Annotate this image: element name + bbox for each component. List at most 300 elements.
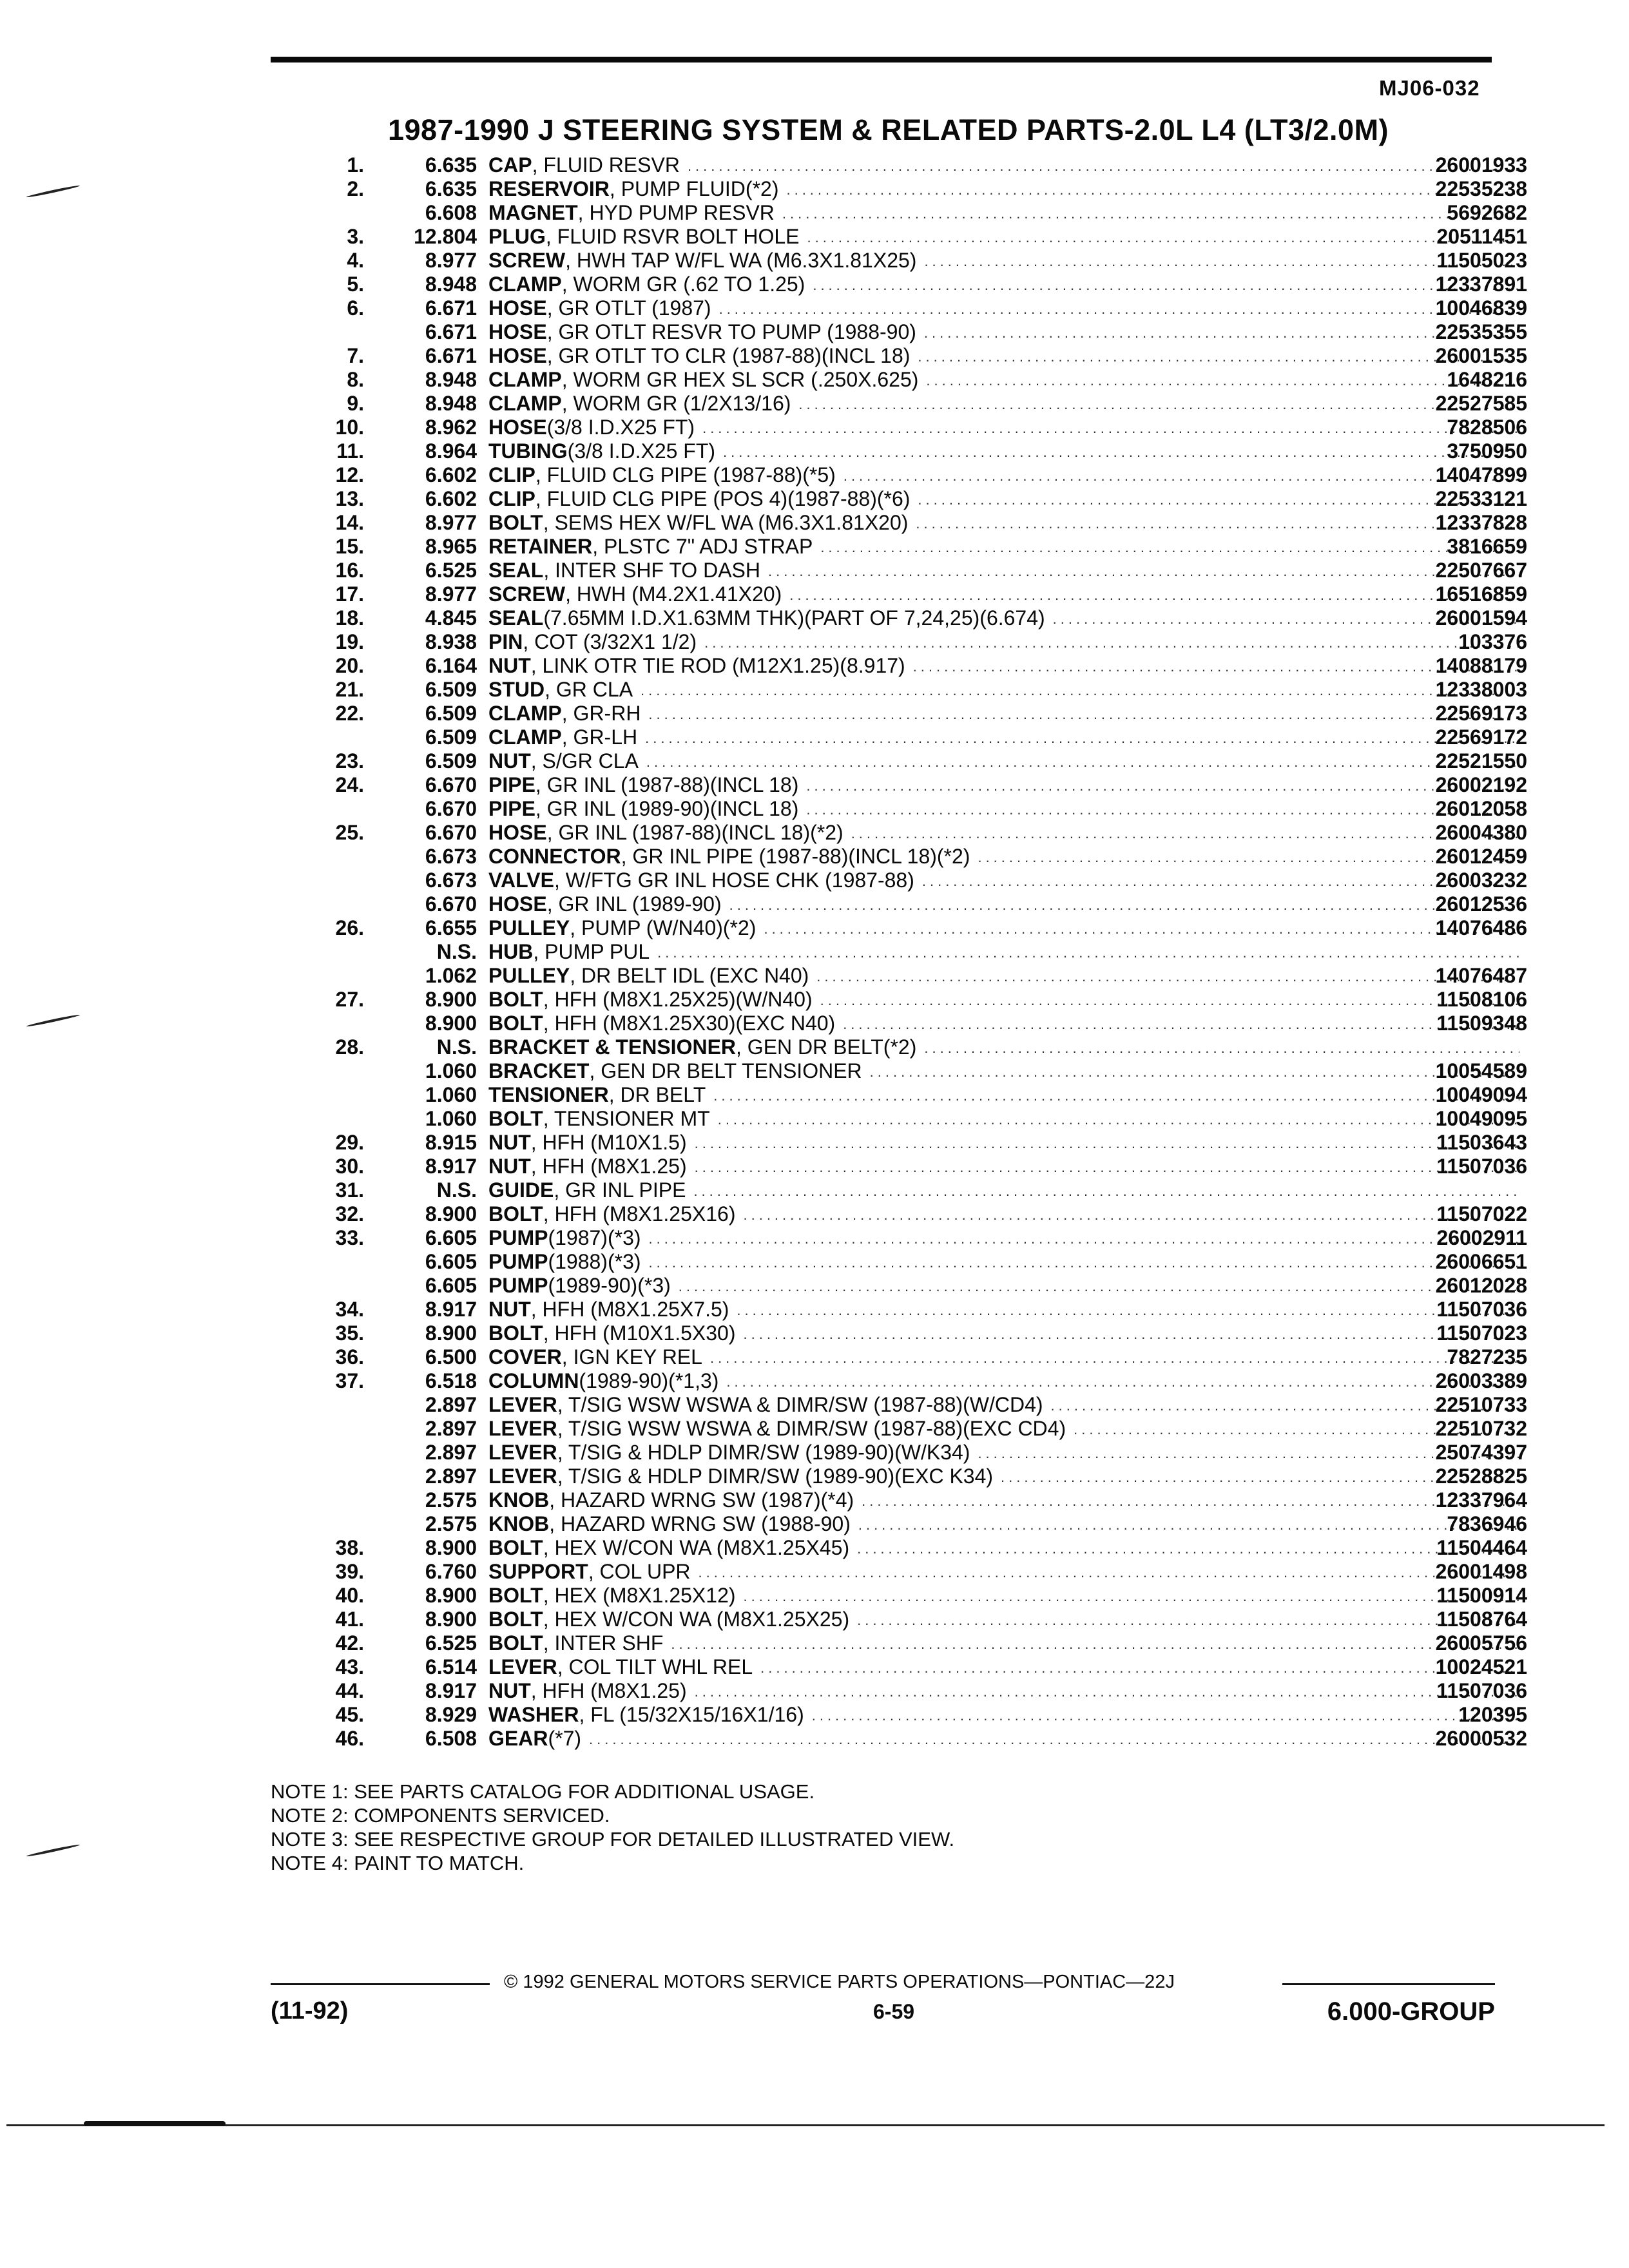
part-description [488,1393,1519,1419]
item-number: 9. [347,392,364,415]
part-detail: , HWH (M4.2X1.41X20) [565,582,782,606]
group-number: 6.605 [425,1250,477,1273]
group-number: 2.897 [425,1441,477,1464]
part-detail: , PLSTC 7" ADJ STRAP [592,535,813,558]
group-number: 8.948 [425,392,477,415]
group-number: 8.900 [425,1321,477,1345]
part-name: BOLT [488,1012,543,1035]
dot-leader [650,940,1519,966]
item-number: 24. [335,773,364,796]
part-detail: , GR INL (1989-90) [546,892,722,916]
item-number: 17. [335,582,364,606]
part-description [488,273,1519,298]
part-number: 26012459 [1435,845,1527,868]
part-name: CAP [488,153,532,177]
part-detail: , GR INL PIPE (1987-88)(INCL 18)(*2) [621,845,970,868]
part-detail: , GR-LH [561,726,638,749]
part-name: PULLEY [488,964,570,987]
part-detail: , FLUID RSVR BOLT HOLE [545,225,800,248]
footer-rule-right [1282,1983,1495,1985]
part-name: BOLT [488,1321,543,1345]
parts-list [271,153,1527,1751]
part-number: 22535238 [1435,177,1527,200]
part-number: 26006651 [1435,1250,1527,1273]
part-description [488,1655,1519,1681]
part-description [488,1059,1519,1085]
part-name: HOSE [488,296,547,320]
part-description [488,1369,1519,1395]
part-name: STUD [488,678,545,701]
part-name: RESERVOIR [488,177,610,200]
part-detail: , INTER SHF [543,1631,664,1655]
part-number: 26012536 [1435,892,1527,916]
group-number: 8.962 [425,416,477,439]
part-name: NUT [488,1155,531,1178]
part-name: PIN [488,630,523,653]
part-detail: (7.65MM I.D.X1.63MM THK)(PART OF 7,24,25)(6.674) [543,606,1045,629]
part-name: SEAL [488,606,544,629]
part-name: LEVER [488,1417,557,1440]
part-number: 26001594 [1435,606,1527,629]
part-detail: , HEX W/CON WA (M8X1.25X25) [543,1608,850,1631]
note-line: NOTE 4: PAINT TO MATCH. [271,1852,525,1874]
part-detail: (3/8 I.D.X25 FT) [567,439,716,463]
group-number: 6.605 [425,1274,477,1297]
part-name: LEVER [488,1655,557,1678]
part-description [488,797,1519,823]
notes-section [271,1780,954,1875]
part-number: 22569173 [1435,702,1527,725]
document-code: MJ06-032 [1379,76,1480,100]
part-number: 103376 [1458,630,1527,653]
part-name: KNOB [488,1512,550,1535]
group-number: 6.673 [425,869,477,892]
parts-row [271,1012,1527,1035]
item-number: 20. [335,654,364,677]
group-number: 6.509 [425,749,477,773]
group-number: N.S. [436,1178,477,1202]
part-number: 11507036 [1436,1679,1527,1702]
part-number: 26002911 [1436,1226,1527,1249]
part-name: CLAMP [488,726,562,749]
part-number: 26012028 [1435,1274,1527,1297]
part-detail: , FLUID RESVR [532,153,680,177]
part-name: WASHER [488,1703,579,1726]
footer-rule-left [271,1983,490,1985]
part-name: NUT [488,1131,531,1154]
part-number: 12337828 [1435,511,1527,534]
item-number: 12. [335,463,364,486]
part-detail: , T/SIG WSW WSWA & DIMR/SW (1987-88)(W/CD4) [557,1393,1043,1416]
part-name: HOSE [488,892,547,916]
bottom-rule [6,2124,1605,2126]
parts-row [271,559,1527,582]
parts-row [271,392,1527,416]
page-title: 1987-1990 J STEERING SYSTEM & RELATED PARTS-2.0L L4 (LT3/2.0M) [388,113,1389,146]
part-number: 3816659 [1447,535,1527,558]
group-number: 8.917 [425,1679,477,1702]
parts-row [271,535,1527,559]
part-number: 11507036 [1436,1298,1527,1321]
part-detail: , PUMP PUL [533,940,650,963]
part-description [488,654,1519,680]
part-number: 26003232 [1435,869,1527,892]
part-name: GUIDE [488,1178,554,1202]
parts-row [271,916,1527,940]
parts-row [271,1631,1527,1655]
part-name: GEAR [488,1727,548,1750]
part-detail: , TENSIONER MT [543,1107,710,1130]
part-number: 26012058 [1435,797,1527,820]
parts-row [271,1369,1527,1393]
parts-row [271,702,1527,726]
part-description [488,1226,1519,1252]
part-description [488,1274,1519,1300]
part-number: 25074397 [1435,1441,1527,1464]
part-description [488,988,1519,1014]
part-number: 10054589 [1435,1059,1527,1082]
item-number: 18. [335,606,364,629]
item-number: 25. [335,821,364,844]
parts-row [271,845,1527,869]
part-description [488,153,1519,179]
part-name: PUMP [488,1250,548,1273]
part-description [488,1465,1519,1490]
part-detail: , COT (3/32X1 1/2) [523,630,697,653]
part-number: 22507667 [1435,559,1527,582]
group-number: 6.608 [425,201,477,224]
part-number: 14047899 [1435,463,1527,486]
part-detail: , HFH (M8X1.25X30)(EXC N40) [543,1012,836,1035]
group-number: 6.509 [425,678,477,701]
parts-row [271,1560,1527,1584]
group-number: 6.508 [425,1727,477,1750]
part-name: COVER [488,1345,562,1369]
part-description [488,535,1519,561]
part-detail: , GEN DR BELT TENSIONER [589,1059,862,1082]
item-number: 27. [335,988,364,1011]
dot-leader [916,1035,1519,1061]
parts-row [271,153,1527,177]
part-description [488,773,1519,799]
part-detail: , T/SIG & HDLP DIMR/SW (1989-90)(W/K34) [557,1441,970,1464]
part-description [488,487,1519,513]
part-description [488,416,1519,441]
part-detail: , GR OTLT RESVR TO PUMP (1988-90) [546,320,916,343]
part-name: NUT [488,1679,531,1702]
part-description [488,1155,1519,1180]
parts-row [271,606,1527,630]
part-number: 14076487 [1435,964,1527,987]
part-detail: (1989-90)(*1,3) [579,1369,719,1392]
part-detail: , GR INL PIPE [554,1178,686,1202]
group-number: 6.518 [425,1369,477,1392]
group-number: 6.164 [425,654,477,677]
parts-row [271,1298,1527,1321]
part-detail: , GR INL (1987-88)(INCL 18) [535,773,799,796]
part-description [488,296,1519,322]
part-detail: , GR CLA [545,678,633,701]
part-description [488,1488,1519,1514]
part-name: BOLT [488,1107,543,1130]
part-name: HOSE [488,416,547,439]
parts-row [271,964,1527,988]
part-name: VALVE [488,869,554,892]
group-number: 12.804 [414,225,477,248]
part-name: BRACKET [488,1059,590,1082]
part-name: SUPPORT [488,1560,588,1583]
part-number: 7827235 [1447,1345,1527,1369]
part-detail: (1989-90)(*3) [548,1274,671,1297]
item-number: 36. [335,1345,364,1369]
item-number: 41. [335,1608,364,1631]
parts-row [271,320,1527,344]
group-number: 6.509 [425,702,477,725]
item-number: 40. [335,1584,364,1607]
part-number: 22533121 [1435,487,1527,510]
group-number: 8.929 [425,1703,477,1726]
part-name: BOLT [488,1202,543,1225]
parts-row [271,1441,1527,1465]
part-description [488,368,1519,394]
part-description [488,1083,1519,1109]
parts-row [271,1274,1527,1298]
part-name: CLAMP [488,702,562,725]
part-detail: , GR OTLT TO CLR (1987-88)(INCL 18) [546,344,911,367]
parts-row [271,1703,1527,1727]
parts-row [271,177,1527,201]
binding-mark [26,1014,81,1028]
part-description [488,344,1519,370]
part-number: 11508764 [1436,1608,1527,1631]
part-description [488,630,1519,656]
item-number: 29. [335,1131,364,1154]
part-description [488,1679,1519,1705]
part-number: 26001498 [1435,1560,1527,1583]
part-description [488,1417,1519,1443]
part-number: 10049094 [1435,1083,1527,1106]
part-name: CLIP [488,463,535,486]
parts-row [271,344,1527,368]
item-number: 1. [347,153,364,177]
part-name: CLAMP [488,392,562,415]
part-number: 14088179 [1435,654,1527,677]
part-description [488,463,1519,489]
part-name: NUT [488,749,531,773]
group-number: 6.602 [425,463,477,486]
parts-row [271,988,1527,1012]
part-number: 120395 [1458,1703,1527,1726]
parts-row [271,416,1527,439]
group-number: N.S. [436,940,477,963]
part-number: 22510733 [1435,1393,1527,1416]
item-number: 37. [335,1369,364,1392]
item-number: 35. [335,1321,364,1345]
part-description [488,177,1519,203]
group-number: 1.060 [425,1107,477,1130]
part-description [488,392,1519,418]
group-number: 8.977 [425,582,477,606]
group-number: 8.915 [425,1131,477,1154]
part-name: COLUMN [488,1369,579,1392]
item-number: 6. [347,296,364,320]
parts-row [271,273,1527,296]
binding-mark [26,1843,81,1858]
parts-row [271,249,1527,273]
part-detail: , WORM GR HEX SL SCR (.250X.625) [561,368,919,391]
group-number: 8.917 [425,1155,477,1178]
part-name: BOLT [488,1608,543,1631]
part-name: PUMP [488,1226,548,1249]
part-number: 11508106 [1436,988,1527,1011]
parts-row [271,1035,1527,1059]
item-number: 44. [335,1679,364,1702]
part-detail: , FL (15/32X15/16X1/16) [579,1703,804,1726]
group-number: 6.525 [425,1631,477,1655]
group-number: 2.897 [425,1465,477,1488]
part-detail: , GR INL (1989-90)(INCL 18) [535,797,799,820]
part-detail: , PUMP FLUID(*2) [609,177,779,200]
group-number: 6.605 [425,1226,477,1249]
part-description [488,1202,1519,1228]
item-number: 33. [335,1226,364,1249]
parts-row [271,1608,1527,1631]
item-number: 45. [335,1703,364,1726]
part-detail: , GR OTLT (1987) [546,296,711,320]
part-detail: , HFH (M10X1.5) [530,1131,687,1154]
part-number: 22569172 [1435,726,1527,749]
part-name: HOSE [488,821,547,844]
parts-row [271,821,1527,845]
part-number: 26002192 [1435,773,1527,796]
item-number: 28. [335,1035,364,1059]
part-number: 11504464 [1436,1536,1527,1559]
group-number: 2.897 [425,1393,477,1416]
group-number: N.S. [436,1035,477,1059]
part-name: BOLT [488,1631,543,1655]
part-number: 20511451 [1436,225,1527,248]
part-description [488,225,1519,251]
parts-row [271,296,1527,320]
group-number: 6.670 [425,892,477,916]
parts-row [271,1345,1527,1369]
parts-row [271,201,1527,225]
part-detail: (3/8 I.D.X25 FT) [546,416,695,439]
part-description [488,1536,1519,1562]
part-detail: , DR BELT IDL (EXC N40) [570,964,809,987]
parts-row [271,1536,1527,1560]
page-number: 6-59 [873,2000,915,2023]
parts-row [271,869,1527,892]
part-description [488,1631,1519,1657]
group-number: 6.655 [425,916,477,939]
part-number: 22521550 [1435,749,1527,773]
part-number: 22527585 [1435,392,1527,415]
part-number: 22535355 [1435,320,1527,343]
part-description [488,582,1519,608]
part-description [488,678,1519,704]
part-name: NUT [488,654,531,677]
group-number: 6.514 [425,1655,477,1678]
group-number: 6.673 [425,845,477,868]
group-number: 8.965 [425,535,477,558]
item-number: 21. [335,678,364,701]
group-number: 2.897 [425,1417,477,1440]
item-number: 26. [335,916,364,939]
item-number: 19. [335,630,364,653]
part-name: CLIP [488,487,535,510]
part-name: TUBING [488,439,568,463]
part-name: TENSIONER [488,1083,609,1106]
group-number: 8.900 [425,1536,477,1559]
part-description [488,1608,1519,1633]
part-description [488,1321,1519,1347]
parts-row [271,1226,1527,1250]
parts-row [271,1465,1527,1488]
part-number: 22528825 [1435,1465,1527,1488]
part-description [488,559,1519,584]
part-detail: , INTER SHF TO DASH [543,559,760,582]
item-number: 31. [335,1178,364,1202]
part-number: 3750950 [1447,439,1527,463]
part-name: BOLT [488,1584,543,1607]
part-detail: , GR INL (1987-88)(INCL 18)(*2) [546,821,843,844]
part-description [488,845,1519,870]
parts-row [271,225,1527,249]
item-number: 22. [335,702,364,725]
group-number: 6.635 [425,177,477,200]
item-number: 43. [335,1655,364,1678]
part-number: 10049095 [1435,1107,1527,1130]
part-name: HUB [488,940,534,963]
bottom-smudge [84,2121,226,2126]
parts-row [271,654,1527,678]
parts-row [271,678,1527,702]
parts-row [271,1679,1527,1703]
parts-row [271,940,1527,964]
part-description [488,940,1519,966]
part-detail: , HYD PUMP RESVR [577,201,775,224]
part-number: 26003389 [1435,1369,1527,1392]
item-number: 5. [347,273,364,296]
group-number: 6.670 [425,797,477,820]
item-number: 3. [347,225,364,248]
part-name: PULLEY [488,916,570,939]
parts-row [271,1131,1527,1155]
parts-row [271,630,1527,654]
part-detail: , GEN DR BELT(*2) [736,1035,917,1059]
item-number: 11. [336,439,364,463]
item-number: 30. [335,1155,364,1178]
part-detail: , HWH TAP W/FL WA (M6.3X1.81X25) [565,249,917,272]
part-number: 11509348 [1436,1012,1527,1035]
parts-row [271,1488,1527,1512]
part-detail: , HAZARD WRNG SW (1988-90) [549,1512,851,1535]
group-number: 6.525 [425,559,477,582]
part-number: 11500914 [1436,1584,1527,1607]
group-number: 6.671 [425,296,477,320]
item-number: 38. [335,1536,364,1559]
part-description [488,1250,1519,1276]
item-number: 2. [347,177,364,200]
group-number: 1.060 [425,1059,477,1082]
part-number: 7836946 [1447,1512,1527,1535]
part-description [488,892,1519,918]
group-number: 8.948 [425,273,477,296]
item-number: 32. [335,1202,364,1225]
item-number: 4. [347,249,364,272]
part-name: BOLT [488,511,543,534]
